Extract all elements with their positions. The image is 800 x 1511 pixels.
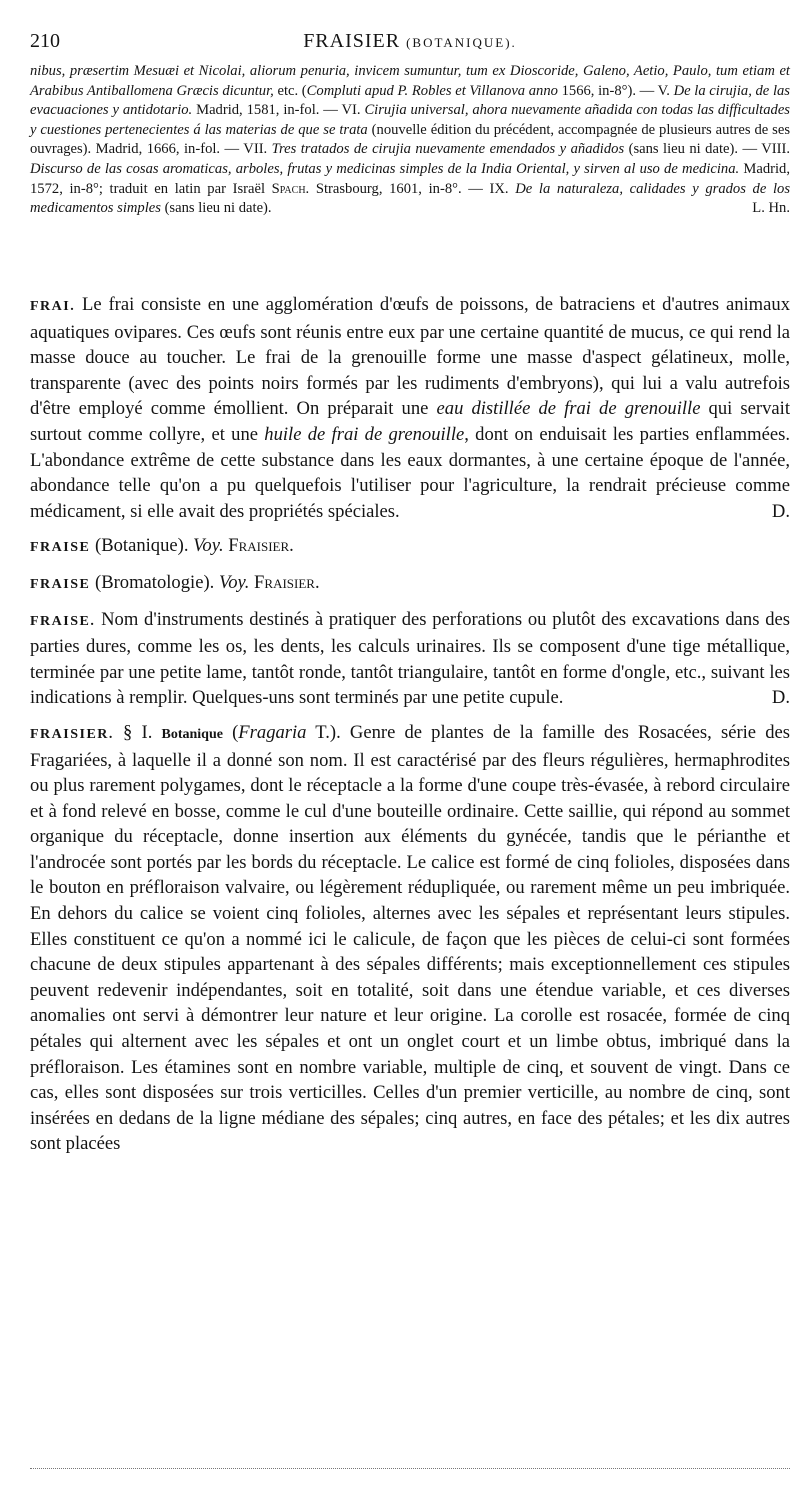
entry-text: Nom d'instruments destinés à pratiquer des perforations ou plutôt des excavations dans des parties dures, comme les os, les dents, les calculs urinaires. Ils se composent d'une tige métallique, terminée par une petite lame, tantôt ronde, tantôt triangulaire, tantôt en forme d'ongle, etc., suivant les indications à remplir. Quelques-uns sont terminés par une petite cupule. (30, 608, 790, 709)
author-signature: D. (771, 500, 790, 522)
entry-text: (Bromatologie). (90, 571, 219, 593)
headword: FRAI. (30, 299, 76, 314)
cross-reference: Fraisier. (223, 535, 294, 557)
ref-title: Tres tratados de cirujia nuevamente emendados y añadidos (271, 141, 625, 158)
running-title-main: FRAISIER (303, 30, 401, 52)
entry-text: Le frai consiste en une agglomération d'œufs de poissons, de batraciens et d'autres animaux aquatiques ovipares. Ces œufs sont réunis entre eux par une certaine quantité de mucus, ce qui rend la masse douce au toucher. Le frai de la grenouille forme une masse d'aspect gélatineux, molle, transparente (avec des points noirs formés par les rudiments d'embryons), qui lui a valu autrefois d'être employé comme émollient. On préparait une (30, 294, 790, 420)
entry-frai (30, 292, 790, 524)
dictionary-entries (30, 292, 790, 1157)
section-title: Botanique (161, 726, 223, 742)
running-header (30, 30, 790, 58)
entry-fraisier (30, 720, 790, 1157)
see-also-label: Voy. (193, 535, 224, 557)
entry-text: T.). Genre de plantes de la famille des Rosacées, série des Fragariées, à laquelle il a donné son nom. Il est caractérisé par des fleurs régulières, hermaphrodites ou plus rarement polygames, dont le réceptacle a la forme d'une coupe très-évasée, à rebord circulaire et à fond relevé en bosse, comme le cul d'une bouteille ordinaire. Cette saillie, qui répond au sommet organique du réceptacle, donne insertion aux éléments du gynécée, tandis que le périanthe et l'androcée sont portés par les bords du réceptacle. Le calice est formé de cinq folioles, disposées dans le bouton en préfloraison valvaire, ou légèrement rédupliquée, ou rarement même un peu imbriquée. En dehors du calice se voient cinq folioles, alternes avec les sépales et représentant leurs stipules. Elles constituent ce qu'on a nommé ici le calicule, de façon que les pièces de celui-ci sont formées chacune de deux stipules appartenant à des sépales différents; mais exceptionnellement ces stipules peuvent redevenir indépendantes, soit en totalité, soit dans une étendue variable, et ces diverses anomalies ont servi à démontrer leur nature et leur origine. La corolle est rosacée, formée de cinq pétales qui alternent avec les sépales et ont un onglet court et un limbe obtus, imbriqué dans la préfloraison. Les étamines sont en nombre variable, multiple de cinq, et souvent de vingt. Dans ce cas, elles sont disposées sur trois verticilles. Celles d'un premier verticille, au nombre de cinq, sont insérées en dedans de la ligne médiane des sépales; cinq autres, en face des pétales; et les dix autres sont placées (30, 721, 790, 1155)
ref-text: nibus, præsertim Mesuæi et Nicolai, aliorum penuria, invicem sumuntur, tum ex Dioscoride, Galeno, Aetio, Paulo, tum etiam et Arabibus Antiballomena Græcis dicuntur, (30, 63, 790, 99)
author-signature: L. Hn. (752, 200, 790, 217)
ref-title: Discurso de las cosas aromaticas, arboles, frutas y medicinas simples de la India Oriental, y sirven al uso de medicina. (30, 160, 740, 177)
entry-fraise-bromatologie (30, 570, 790, 598)
headword: FRAISE (30, 576, 91, 592)
bibliography-continuation (30, 62, 790, 219)
entry-italic: Fragaria (238, 721, 307, 743)
headword: FRAISIER. (30, 726, 114, 742)
section-marker: § I. (113, 721, 162, 743)
entry-fraise-botanique (30, 533, 790, 561)
entry-text: , dont on enduisait les parties enflammées. L'abondance extrême de cette substance dans les eaux dormantes, à une certaine époque de l'année, abondance telle qu'on a pu quelquefois l'utiliser pour l'agriculture, la rendrait précieuse comme médicament, si elle avait des propriétés spéciales. (30, 423, 790, 522)
ref-text: (sans lieu ni date). (160, 200, 272, 217)
entry-text: qui servait surtout comme collyre, et une (30, 398, 790, 445)
ref-text: etc. ( (273, 82, 307, 99)
author-signature: D. (771, 687, 790, 709)
ref-text: . Strasbourg, 1601, in-8°. — IX. (305, 180, 516, 197)
ref-title: Compluti apud P. Robles et Villanova anno (306, 82, 558, 99)
ref-text: Madrid, 1581, in-fol. — VI. (192, 102, 365, 119)
ref-text: (nouvelle édition du précédent, accompagnée de plusieurs autres de ses ouvrages). Madrid, 1666, in-fol. — VII. (30, 121, 790, 158)
running-title (30, 30, 790, 53)
ref-text: 1566, in-8°). — V. (557, 82, 674, 99)
cross-reference: Fraisier. (249, 571, 320, 593)
entry-italic: eau distillée de frai de grenouille (436, 398, 701, 420)
ref-title: De la naturaleza, calidades y grados de los medicamentos simples (30, 180, 791, 217)
page-number: 210 (30, 30, 60, 52)
ref-author: Spach (271, 180, 306, 197)
ref-title: De la cirujia, de las evacuaciones y antidotario. (30, 82, 790, 119)
running-title-sub: (BOTANIQUE). (406, 35, 517, 50)
entry-fraise-instrument (30, 607, 790, 711)
ref-title: Cirujia universal, ahora nuevamente añadida con todas las difficultades y cuestiones pertenecientes á las materias de que se trata (30, 102, 790, 138)
headword: FRAISE. (30, 613, 96, 629)
headword: FRAISE (30, 540, 91, 556)
ref-text: Madrid, 1572, in-8°; traduit en latin par Israël (30, 160, 790, 197)
entry-text: (Botanique). (90, 535, 194, 557)
bottom-dotted-rule (30, 1468, 790, 1475)
entry-text: ( (222, 721, 239, 743)
ref-text: (sans lieu ni date). — VIII. (624, 141, 790, 158)
entry-italic: huile de frai de grenouille (264, 423, 465, 445)
see-also-label: Voy. (218, 571, 250, 593)
